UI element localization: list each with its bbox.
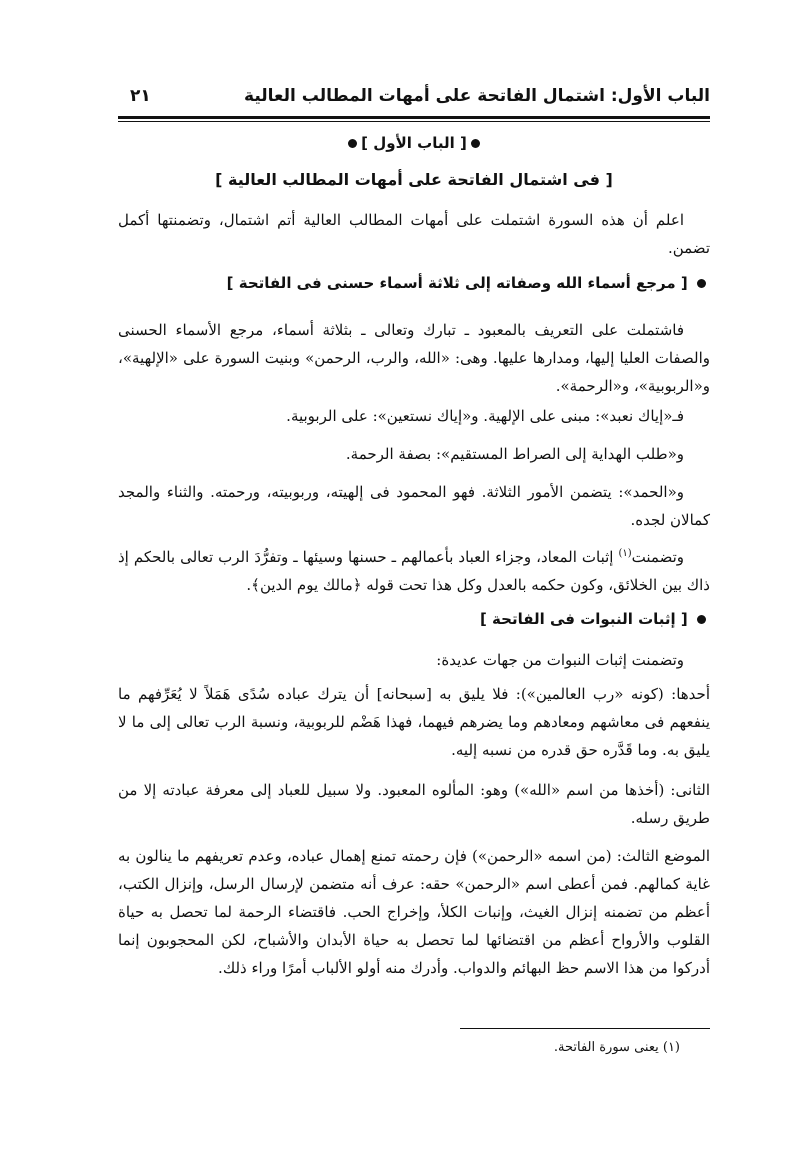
paragraph-with-note	[118, 540, 710, 599]
paragraph-rest: إثبات المعاد، وجزاء العباد بأعمالهم ـ حسنها وسيئها ـ وتفرُّدَ الرب تعالى بالحكم إذ ذاك بين الخلائق، وكون حكمه بالعدل وكل هذا تحت قوله ﴿مالك يوم الدين﴾.	[118, 548, 710, 594]
section-heading-names	[227, 274, 710, 292]
bullet-icon	[697, 615, 706, 624]
footnote-ref: (١)	[618, 548, 632, 559]
header-title: الباب الأول: اشتمال الفاتحة على أمهات المطالب العالية	[244, 86, 710, 106]
paragraph: فاشتملت على التعريف بالمعبود ـ تبارك وتعالى ـ بثلاثة أسماء، مرجع الأسماء الحسنى والصفات العليا إليها، ومدارها عليها. وهى: «الله، والرب، الرحمن» وبنيت السورة على «الإلهية»، و«الربوبية»، و«الرحمة».	[118, 321, 710, 395]
paragraph: وتضمنت إثبات النبوات من جهات عديدة:	[436, 651, 684, 669]
paragraph: و«الحمد»: يتضمن الأمور الثلاثة. فهو المحمود فى إلهيته، وربوبيته، ورحمته. والثناء والمجد كمالان لجده.	[118, 483, 710, 529]
paragraph-start: وتضمنت	[631, 548, 684, 566]
bullet-icon	[348, 139, 357, 148]
footnote: (١) يعنى سورة الفاتحة.	[553, 1040, 680, 1055]
chapter-title: [ فى اشتمال الفاتحة على أمهات المطالب العالية ]	[215, 170, 613, 189]
bullet-icon	[697, 279, 706, 288]
header-rule-thin	[118, 121, 710, 122]
header-rule-thick	[118, 116, 710, 119]
paragraph: الموضع الثالث: (من اسمه «الرحمن») فإن رحمته تمنع إهمال عباده، وعدم تعريفهم ما ينالون به غاية كمالهم. فمن أعطى اسم «الرحمن» حقه: عرف أنه متضمن لإرسال الرسل، وإنزال الكتب، أعظم من تضمنه إنزال الغيث، وإنبات الكلأ، وإخراج الحب. فاقتضاء الرحمة لما تحصل به حياة القلوب والأرواح أعظم من اقتضائها لما تحصل به حياة الأبدان والأشباح، لكن المحجوبون إنما أدركوا من هذا الاسم حظ البهائم والدواب. وأدرك منه أولو الألباب أمرًا وراء ذلك.	[118, 847, 710, 977]
chapter-label	[118, 134, 710, 152]
chapter-label-text: [ الباب الأول ]	[361, 134, 467, 152]
paragraph: الثانى: (أخذها من اسم «الله») وهو: المألوه المعبود. ولا سبيل للعباد إلى معرفة عبادته إلا من طريق رسله.	[118, 781, 710, 827]
bullet-icon	[471, 139, 480, 148]
running-header	[118, 84, 710, 114]
page-number: ٢١	[130, 86, 151, 106]
paragraph: و«طلب الهداية إلى الصراط المستقيم»: بصفة الرحمة.	[345, 445, 684, 463]
intro-paragraph: اعلم أن هذه السورة اشتملت على أمهات المطالب العالية أتم اشتمال، وتضمنتها أكمل تضمن.	[118, 211, 710, 257]
paragraph: أحدها: (كونه «رب العالمين»): فلا يليق به [سبحانه] أن يترك عباده سُدًى هَمَلاً لا يُعَرِّفهم ما ينفعهم فى معاشهم ومعادهم وما يضرهم فيهما، فهذا هَضْم للربوبية، ونسبة الرب تعالى إلى ما لا يليق به. وما قَدَّره حق قدره من نسبه إليه.	[118, 685, 710, 759]
section-heading-text: [ مرجع أسماء الله وصفاته إلى ثلاثة أسماء حسنى فى الفاتحة ]	[226, 274, 688, 292]
paragraph: فـ«إياك نعبد»: مبنى على الإلهية. و«إياك نستعين»: على الربوبية.	[286, 407, 684, 425]
footnote-rule	[460, 1028, 710, 1029]
section-heading-text: [ إثبات النبوات فى الفاتحة ]	[479, 610, 688, 628]
section-heading-prophethood	[480, 610, 710, 628]
